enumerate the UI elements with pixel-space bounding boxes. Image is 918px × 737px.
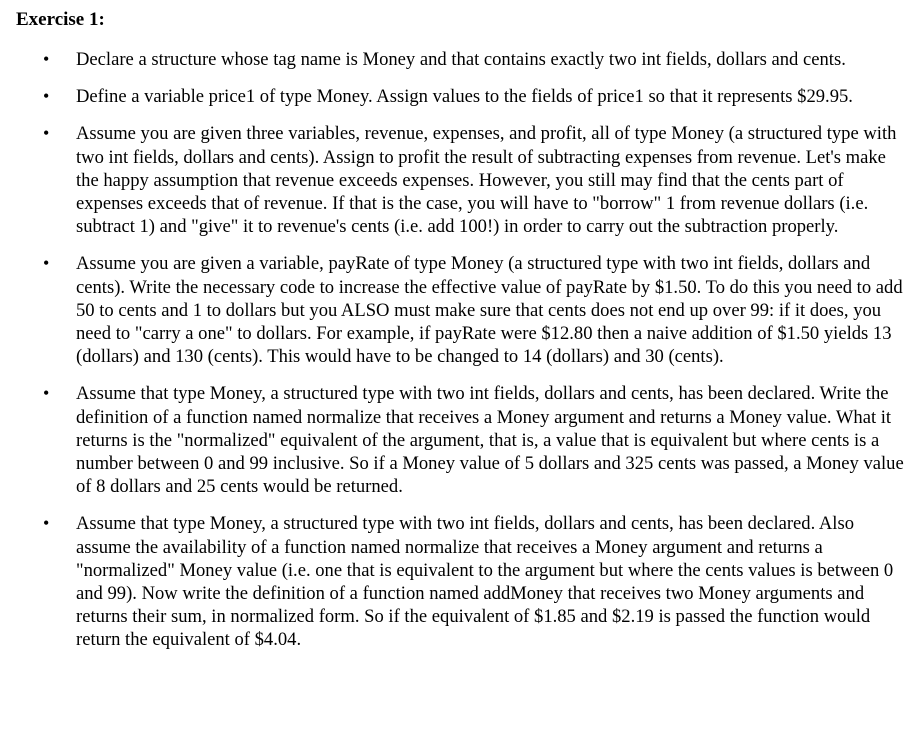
item-text: Assume that type Money, a structured type with two int fields, dollars and cents, has been declared. Write the definition of a function named normalize that receives a Money argument and returns a Money value. What it returns is the "normalized" equivalent of the argument, that is, a value that is equivalent but where cents is a number between 0 and 99 inclusive. So if a Money value of 5 dollars and 325 cents was passed, a Money value of 8 dollars and 25 cents would be returned.	[76, 383, 904, 498]
exercise-heading: Exercise 1:	[16, 9, 105, 30]
list-item	[16, 382, 904, 498]
list-item	[16, 48, 904, 71]
list-item	[16, 252, 904, 368]
bullet-icon: •	[43, 253, 50, 274]
list-item	[16, 85, 904, 108]
list-item	[16, 512, 904, 651]
item-text: Declare a structure whose tag name is Money and that contains exactly two int fields, dollars and cents.	[76, 49, 846, 70]
bullet-icon: •	[43, 49, 50, 69]
exercise-list	[16, 48, 904, 652]
item-text: Assume that type Money, a structured type with two int fields, dollars and cents, has been declared. Also assume the availability of a function named normalize that receives a Money argument and returns a "normalized" Money value (i.e. one that is equivalent to the argument but where the cents values is between 0 and 99). Now write the definition of a function named addMoney that receives two Money arguments and returns their sum, in normalized form. So if the equivalent of $1.85 and $2.19 is passed the function would return the equivalent of $4.04.	[76, 513, 894, 651]
bullet-icon: •	[43, 383, 50, 404]
list-item	[16, 122, 904, 238]
bullet-icon: •	[43, 86, 50, 107]
bullet-icon: •	[43, 513, 50, 534]
item-text: Assume you are given a variable, payRate of type Money (a structured type with two int fields, dollars and cents). Write the necessary code to increase the effective value of payRate by $1.50. To do this you need to add 50 to cents and 1 to dollars but you ALSO must make sure that cents does not end up over 99: if it does, you need to "carry a one" to dollars. For example, if payRate were $12.80 then a naive addition of $1.50 yields 13 (dollars) and 130 (cents). This would have to be changed to 14 (dollars) and 30 (cents).	[76, 253, 903, 368]
bullet-icon: •	[43, 123, 50, 144]
item-text: Define a variable price1 of type Money. Assign values to the fields of price1 so that it represents $29.95.	[76, 86, 853, 108]
item-text: Assume you are given three variables, revenue, expenses, and profit, all of type Money (a structured type with two int fields, dollars and cents). Assign to profit the result of subtracting expenses from revenue. Let's make the happy assumption that revenue exceeds expenses. However, you still may find that the cents part of expenses exceeds that of revenue. If that is the case, you will have to "borrow" 1 from revenue dollars (i.e. subtract 1) and "give" it to revenue's cents (i.e. add 100!) in order to carry out the subtraction properly.	[76, 123, 897, 238]
